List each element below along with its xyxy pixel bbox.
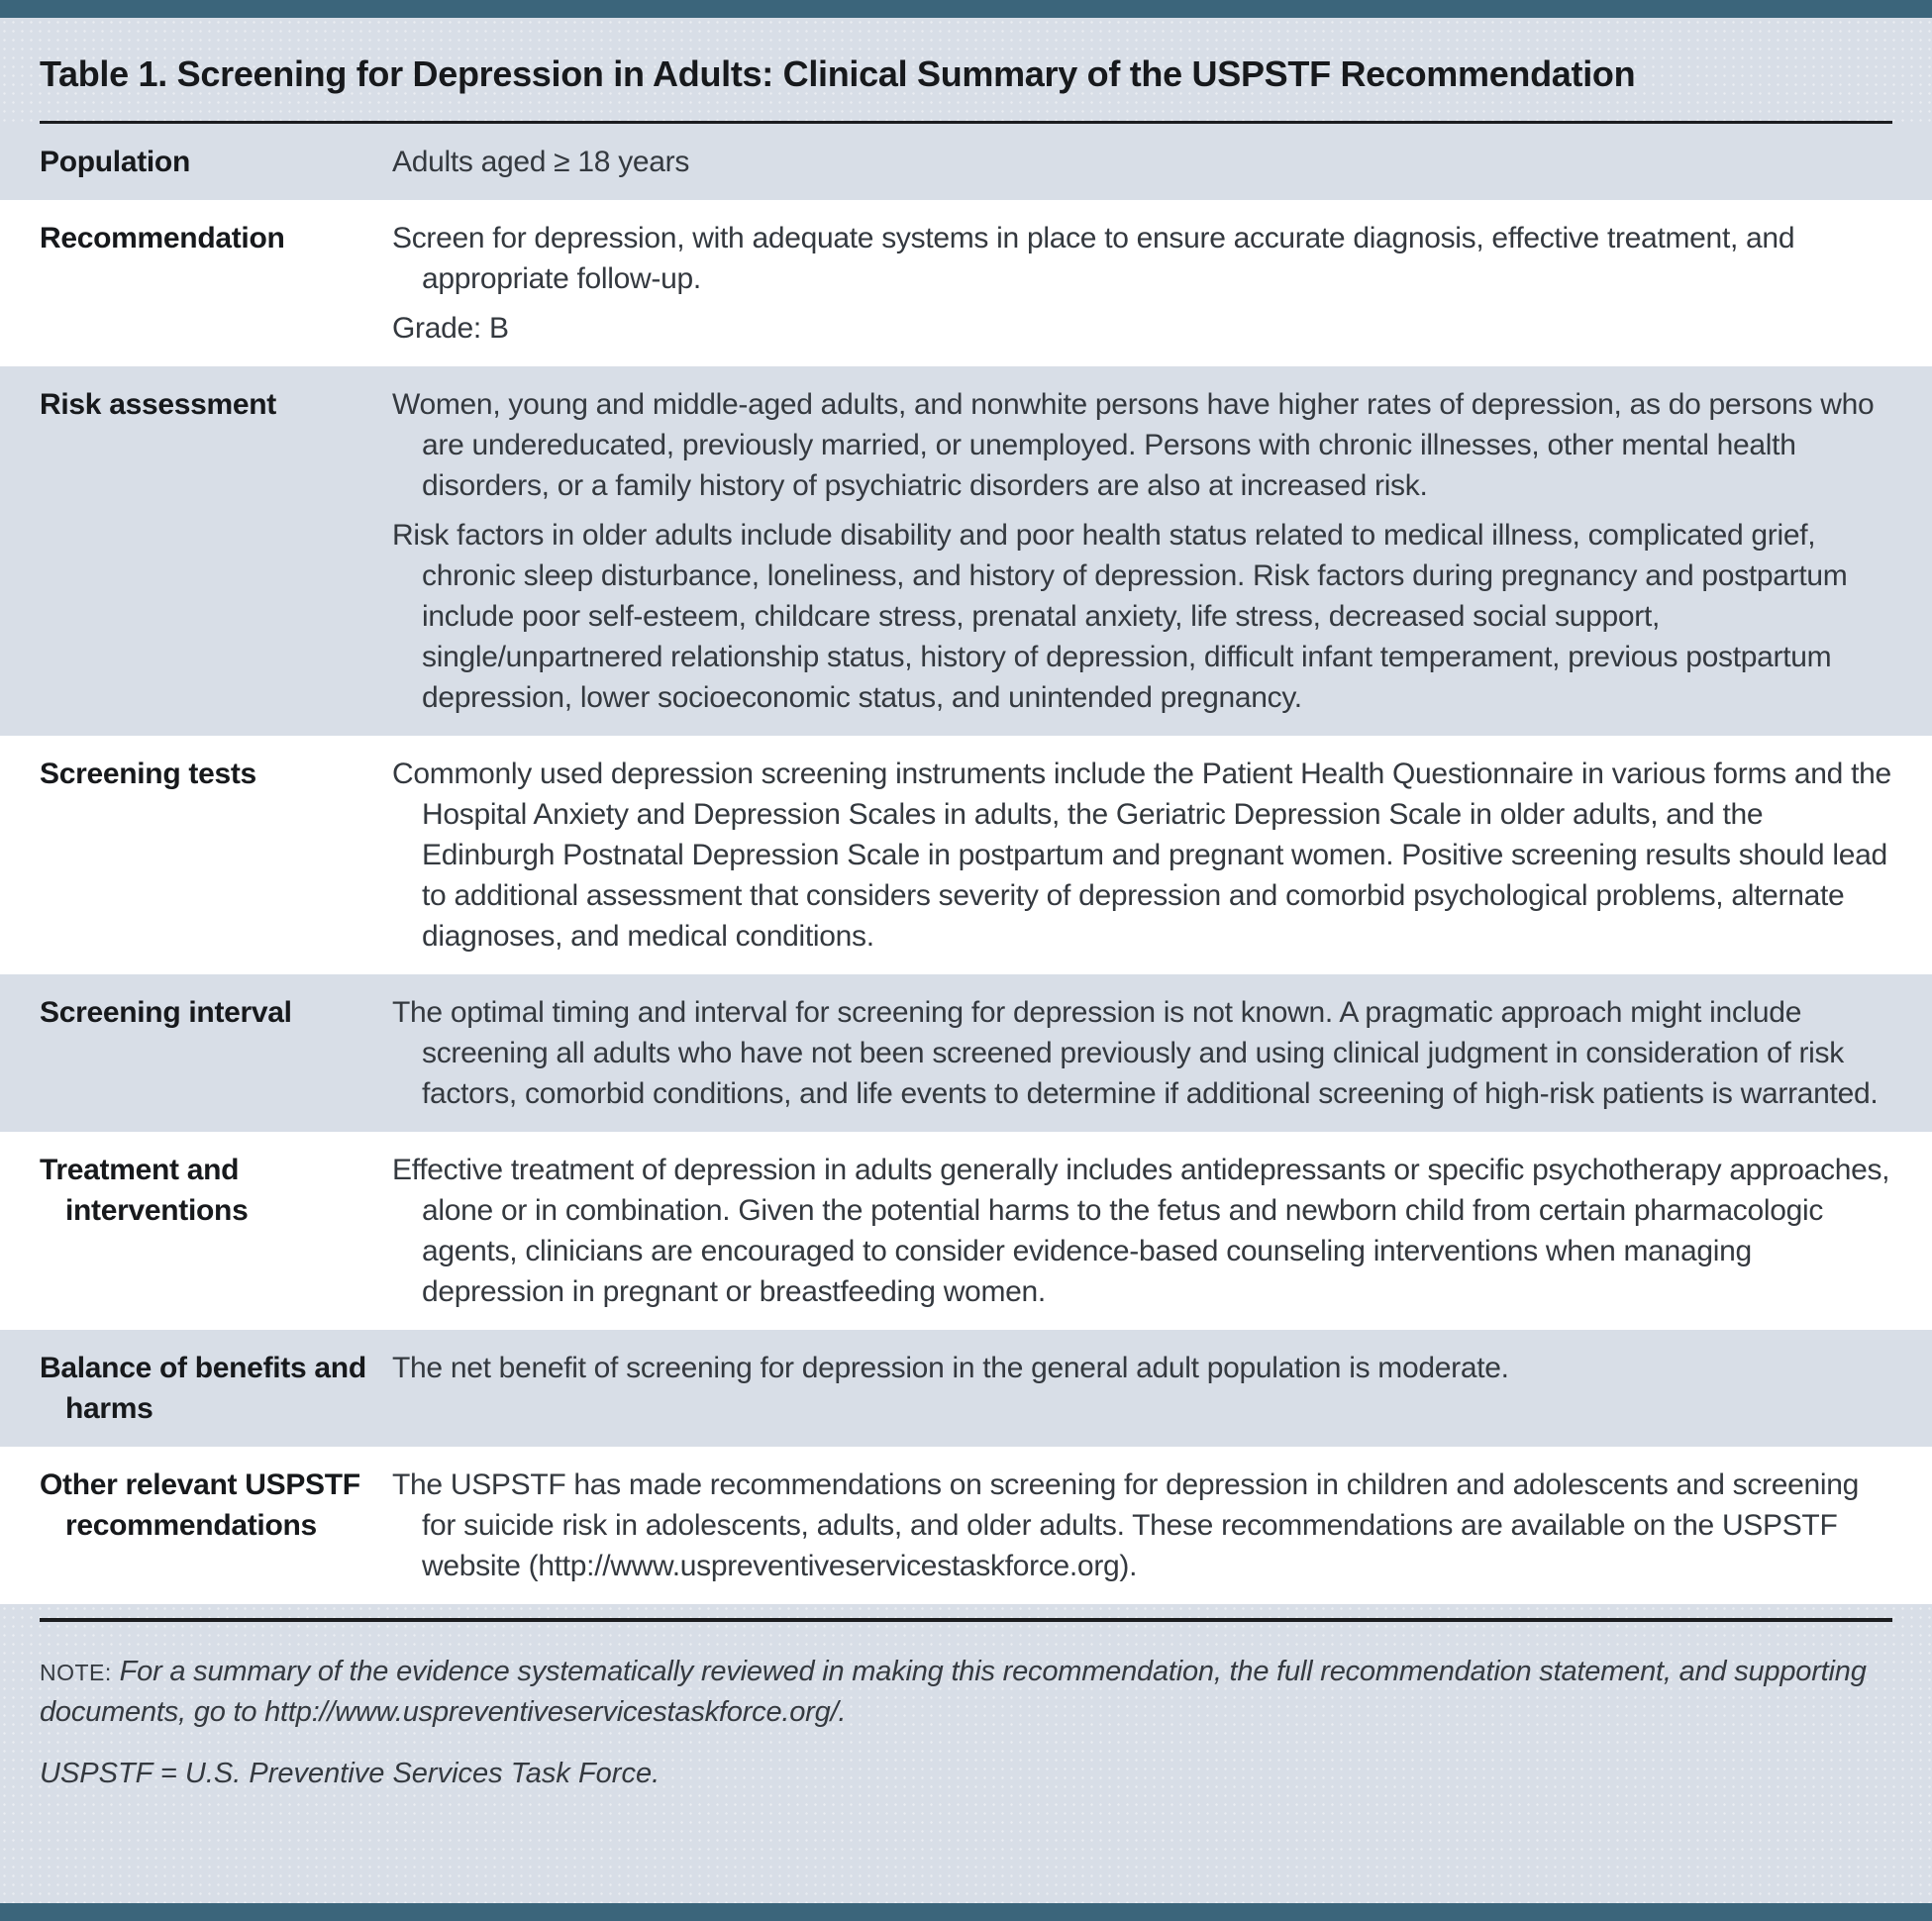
row-label: Treatment and interventions [40,1154,249,1227]
row-content [392,142,1892,182]
row-label: Balance of benefits and harms [40,1352,366,1425]
table-header [0,18,1932,124]
abbreviation-note: USPSTF = U.S. Preventive Services Task Force. [40,1758,661,1789]
row-label: Screening interval [40,996,292,1029]
row-content [392,754,1892,957]
row-paragraph: Grade: B [392,312,509,345]
table-row-treatment-interventions [0,1132,1932,1330]
table-row-population [0,124,1932,200]
row-content [392,1348,1892,1429]
row-paragraph: Screen for depression, with adequate systems in place to ensure accurate diagnosis, effective treatment, and appropriate follow-up. [392,222,1795,295]
row-label: Other relevant USPSTF recommendations [40,1468,360,1542]
bottom-accent-bar [0,1903,1932,1921]
table-row-other-recommendations [0,1447,1932,1604]
row-label: Population [40,146,190,178]
row-paragraph: Effective treatment of depression in adults generally includes antidepressants or specific psychotherapy approaches, alone or in combination. Given the potential harms to the fetus and newborn child from certain pharmacologic agents, clinicians are encouraged to consider evidence-based counseling interventions when managing depression in pregnant or breastfeeding women. [392,1154,1890,1308]
table-row-balance-benefits-harms [0,1330,1932,1447]
row-content [392,384,1892,718]
row-paragraph: Risk factors in older adults include disability and poor health status related to medical illness, complicated grief, chronic sleep disturbance, loneliness, and history of depression. Risk factors during pregnancy and postpartum include poor self-esteem, childcare stress, prenatal anxiety, life stress, decreased social support, single/unpartnered relationship status, history of depression, difficult infant temperament, previous postpartum depression, lower socioeconomic status, and unintended pregnancy. [392,519,1848,714]
note-label: NOTE: [40,1660,112,1685]
table-title: Table 1. Screening for Depression in Adults: Clinical Summary of the USPSTF Recommendation [40,53,1636,94]
row-content [392,992,1892,1114]
row-paragraph: The optimal timing and interval for screening for depression is not known. A pragmatic approach might include screening all adults who have not been screened previously and using clinical judgment in consideration of risk factors, comorbid conditions, and life events to determine if additional screening of high-risk patients is warranted. [392,996,1879,1110]
table-row-risk-assessment [0,366,1932,736]
row-paragraph: Commonly used depression screening instruments include the Patient Health Questionnaire in various forms and the Hospital Anxiety and Depression Scales in adults, the Geriatric Depression Scale in older adults, and the Edinburgh Postnatal Depression Scale in postpartum and pregnant women. Positive screening results should lead to additional assessment that considers severity of depression and comorbid psychological problems, alternate diagnoses, and medical conditions. [392,758,1891,953]
row-paragraph: The net benefit of screening for depression in the general adult population is moderate. [392,1352,1509,1384]
row-label: Risk assessment [40,388,276,421]
summary-table [0,124,1932,1604]
row-content [392,1150,1892,1312]
row-content [392,1465,1892,1586]
row-content [392,218,1892,349]
row-paragraph: Women, young and middle-aged adults, and nonwhite persons have higher rates of depression, as do persons who are undereducated, previously married, or unemployed. Persons with chronic illnesses, other mental health disorders, or a family history of psychiatric disorders are also at increased risk. [392,388,1875,502]
footnote [40,1652,1892,1732]
footer-divider [40,1618,1892,1622]
row-label: Recommendation [40,222,285,254]
table-row-screening-interval [0,974,1932,1132]
note-text: For a summary of the evidence systematically reviewed in making this recommendation, the full recommendation statement, and supporting documents, go to http://www.uspreventiveservicestaskforce.org/. [40,1656,1867,1728]
table-card [0,18,1932,1903]
top-accent-bar [0,0,1932,18]
table-row-recommendation [0,200,1932,366]
table-row-screening-tests [0,736,1932,974]
table-footer [0,1604,1932,1903]
row-paragraph: Adults aged ≥ 18 years [392,146,690,178]
row-paragraph: The USPSTF has made recommendations on screening for depression in children and adolescents and screening for suicide risk in adolescents, adults, and older adults. These recommendations are available on the USPSTF website (http://www.uspreventiveservicestaskforce.org). [392,1468,1860,1582]
row-label: Screening tests [40,758,256,790]
